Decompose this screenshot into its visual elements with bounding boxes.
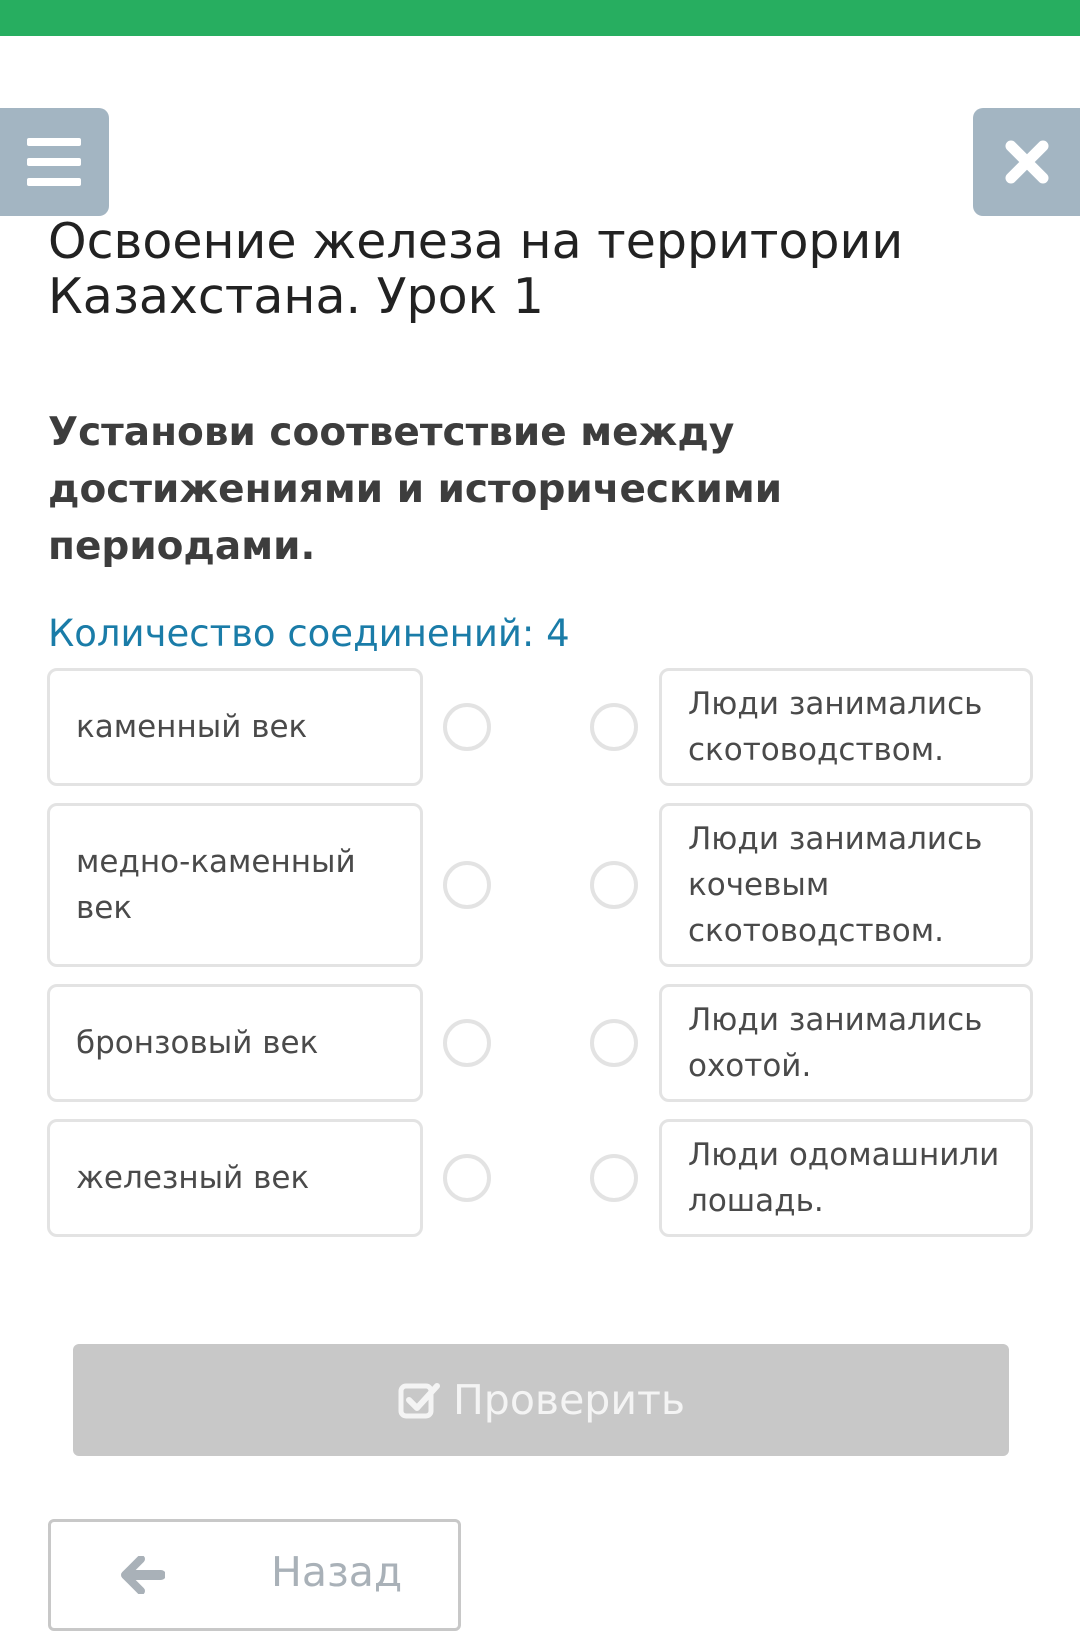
match-left-item[interactable] (47, 1119, 423, 1237)
connections-count: Количество соединений: 4 (48, 612, 570, 655)
check-button[interactable] (73, 1344, 1009, 1456)
back-button[interactable] (48, 1519, 461, 1631)
arrow-left-icon (121, 1556, 165, 1598)
right-connector-dot[interactable] (590, 1019, 638, 1067)
match-right-label: Люди занимались кочевым скотоводством. (688, 821, 983, 949)
match-right-item[interactable] (659, 984, 1033, 1102)
right-connector-dot[interactable] (590, 861, 638, 909)
match-right-label: Люди занимались охотой. (688, 1002, 983, 1084)
check-button-label: Проверить (452, 1376, 686, 1424)
match-left-item[interactable] (47, 803, 423, 967)
menu-button[interactable] (0, 108, 109, 216)
match-right-item[interactable] (659, 1119, 1033, 1237)
left-connector-dot[interactable] (443, 703, 491, 751)
match-left-label: медно-каменный век (76, 844, 356, 926)
match-left-item[interactable] (47, 984, 423, 1102)
match-left-label: бронзовый век (76, 1025, 319, 1061)
match-left-item[interactable] (47, 668, 423, 786)
match-right-item[interactable] (659, 668, 1033, 786)
checkbox-check-icon (397, 1378, 441, 1422)
top-status-bar (0, 0, 1080, 36)
match-right-item[interactable] (659, 803, 1033, 967)
right-connector-dot[interactable] (590, 703, 638, 751)
back-button-label: Назад (271, 1548, 403, 1596)
match-left-label: каменный век (76, 709, 308, 745)
page-title: Освоение железа на территории Казахстана. Урок 1 (48, 213, 904, 325)
left-connector-dot[interactable] (443, 1019, 491, 1067)
left-connector-dot[interactable] (443, 861, 491, 909)
close-icon (1005, 140, 1049, 184)
close-button[interactable] (973, 108, 1080, 216)
left-connector-dot[interactable] (443, 1154, 491, 1202)
match-right-label: Люди одомашнили лошадь. (688, 1137, 1000, 1219)
match-left-label: железный век (76, 1160, 310, 1196)
right-connector-dot[interactable] (590, 1154, 638, 1202)
match-right-label: Люди занимались скотоводством. (688, 686, 983, 768)
question-text: Установи соответствие между достижениями и историческими периодами. (48, 410, 783, 569)
